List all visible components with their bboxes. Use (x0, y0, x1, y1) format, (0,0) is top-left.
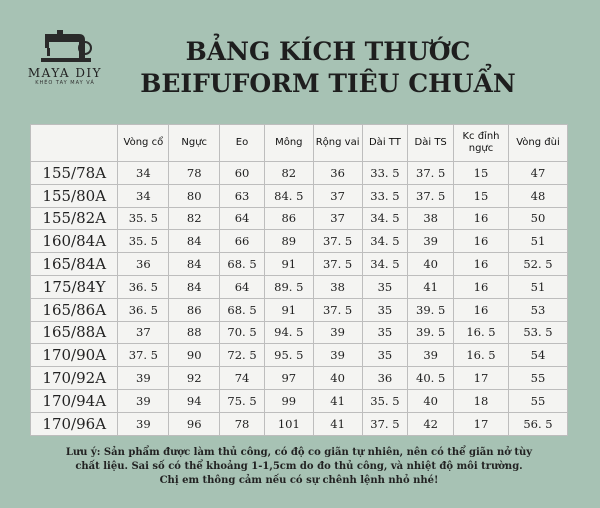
measure-cell: 94 (169, 389, 220, 412)
measure-cell: 47 (508, 162, 567, 185)
measure-cell: 40 (313, 367, 362, 390)
table-row (31, 389, 568, 412)
measure-cell: 34. 5 (362, 253, 408, 276)
measure-cell: 78 (169, 162, 220, 185)
measure-cell: 101 (264, 412, 313, 435)
measure-cell: 39 (118, 412, 169, 435)
measure-cell: 40. 5 (408, 367, 454, 390)
table-row (31, 184, 568, 207)
measure-cell: 35 (362, 344, 408, 367)
header-size (31, 125, 118, 162)
measure-cell: 72. 5 (220, 344, 265, 367)
measure-cell: 35. 5 (118, 230, 169, 253)
measure-cell: 33. 5 (362, 162, 408, 185)
measure-cell: 15 (454, 184, 509, 207)
measure-cell: 52. 5 (508, 253, 567, 276)
measure-cell: 35. 5 (118, 207, 169, 230)
measure-cell: 38 (313, 275, 362, 298)
column-header: Kc đỉnh ngực (454, 125, 509, 162)
footnote (30, 446, 568, 488)
size-cell: 165/88A (31, 321, 118, 344)
table-row (31, 207, 568, 230)
measure-cell: 16 (454, 253, 509, 276)
table-row (31, 412, 568, 435)
brand-tagline: KHÉO TAY MAY VÁ (35, 80, 95, 86)
measure-cell: 96 (169, 412, 220, 435)
measure-cell: 94. 5 (264, 321, 313, 344)
measure-cell: 48 (508, 184, 567, 207)
measure-cell: 37 (313, 184, 362, 207)
table-row (31, 298, 568, 321)
measure-cell: 82 (169, 207, 220, 230)
measure-cell: 37. 5 (408, 184, 454, 207)
measure-cell: 17 (454, 367, 509, 390)
measure-cell: 16 (454, 298, 509, 321)
measure-cell: 89 (264, 230, 313, 253)
measure-cell: 36. 5 (118, 298, 169, 321)
measure-cell: 38 (408, 207, 454, 230)
measure-cell: 36 (118, 253, 169, 276)
measure-cell: 53. 5 (508, 321, 567, 344)
size-cell: 175/84Y (31, 275, 118, 298)
measure-cell: 39 (118, 367, 169, 390)
measure-cell: 37. 5 (362, 412, 408, 435)
measure-cell: 88 (169, 321, 220, 344)
brand-name: MAYA DIY (27, 66, 103, 80)
column-header: Vòng cổ (118, 125, 169, 162)
measure-cell: 35 (362, 321, 408, 344)
measure-cell: 35 (362, 298, 408, 321)
measure-cell: 16 (454, 275, 509, 298)
measure-cell: 33. 5 (362, 184, 408, 207)
measure-cell: 37. 5 (118, 344, 169, 367)
measure-cell: 50 (508, 207, 567, 230)
size-cell: 155/78A (31, 162, 118, 185)
size-cell: 155/82A (31, 207, 118, 230)
measure-cell: 60 (220, 162, 265, 185)
footnote-line-3: Chị em thông cảm nếu có sự chênh lệnh nhỏ nhé! (159, 475, 439, 486)
measure-cell: 70. 5 (220, 321, 265, 344)
measure-cell: 34 (118, 184, 169, 207)
table-row (31, 162, 568, 185)
measure-cell: 37 (313, 207, 362, 230)
size-cell: 155/80A (31, 184, 118, 207)
measure-cell: 84. 5 (264, 184, 313, 207)
measure-cell: 16 (454, 230, 509, 253)
column-header: Dài TS (408, 125, 454, 162)
measure-cell: 18 (454, 389, 509, 412)
measure-cell: 41 (313, 389, 362, 412)
measure-cell: 16. 5 (454, 344, 509, 367)
measure-cell: 36. 5 (118, 275, 169, 298)
size-cell: 165/86A (31, 298, 118, 321)
table-row (31, 253, 568, 276)
measure-cell: 37. 5 (408, 162, 454, 185)
measure-cell: 75. 5 (220, 389, 265, 412)
table-row (31, 367, 568, 390)
title-line-2: BEIFUFORM TIÊU CHUẨN (140, 69, 516, 98)
size-cell: 165/84A (31, 253, 118, 276)
measure-cell: 37 (118, 321, 169, 344)
measure-cell: 90 (169, 344, 220, 367)
column-header: Eo (220, 125, 265, 162)
measure-cell: 40 (408, 253, 454, 276)
column-header: Ngực (169, 125, 220, 162)
measure-cell: 34. 5 (362, 230, 408, 253)
measure-cell: 35 (362, 275, 408, 298)
measure-cell: 16. 5 (454, 321, 509, 344)
table-row (31, 275, 568, 298)
table-row (31, 344, 568, 367)
sewing-machine-icon (35, 28, 95, 64)
table-row (31, 321, 568, 344)
measure-cell: 86 (264, 207, 313, 230)
measure-cell: 64 (220, 207, 265, 230)
measure-cell: 34 (118, 162, 169, 185)
measure-cell: 84 (169, 230, 220, 253)
measure-cell: 89. 5 (264, 275, 313, 298)
measure-cell: 39. 5 (408, 321, 454, 344)
column-header: Dài TT (362, 125, 408, 162)
measure-cell: 97 (264, 367, 313, 390)
measure-cell: 35. 5 (362, 389, 408, 412)
measure-cell: 86 (169, 298, 220, 321)
size-cell: 170/92A (31, 367, 118, 390)
measure-cell: 39. 5 (408, 298, 454, 321)
column-header: Vòng đùi (508, 125, 567, 162)
page-title (128, 36, 528, 100)
measure-cell: 91 (264, 253, 313, 276)
measure-cell: 41 (408, 275, 454, 298)
title-line-1: BẢNG KÍCH THƯỚC (185, 37, 471, 66)
measure-cell: 34. 5 (362, 207, 408, 230)
measure-cell: 16 (454, 207, 509, 230)
measure-cell: 53 (508, 298, 567, 321)
measure-cell: 54 (508, 344, 567, 367)
measure-cell: 80 (169, 184, 220, 207)
measure-cell: 74 (220, 367, 265, 390)
measure-cell: 99 (264, 389, 313, 412)
measure-cell: 91 (264, 298, 313, 321)
logo (10, 28, 120, 86)
measure-cell: 66 (220, 230, 265, 253)
measure-cell: 56. 5 (508, 412, 567, 435)
measure-cell: 36 (313, 162, 362, 185)
measure-cell: 15 (454, 162, 509, 185)
measure-cell: 78 (220, 412, 265, 435)
measure-cell: 84 (169, 275, 220, 298)
measure-cell: 55 (508, 389, 567, 412)
size-cell: 170/94A (31, 389, 118, 412)
measure-cell: 68. 5 (220, 253, 265, 276)
measure-cell: 39 (313, 321, 362, 344)
measure-cell: 37. 5 (313, 230, 362, 253)
measure-cell: 37. 5 (313, 253, 362, 276)
measure-cell: 51 (508, 275, 567, 298)
measure-cell: 39 (408, 344, 454, 367)
measure-cell: 39 (118, 389, 169, 412)
measure-cell: 42 (408, 412, 454, 435)
size-table (30, 124, 568, 436)
measure-cell: 64 (220, 275, 265, 298)
size-cell: 170/96A (31, 412, 118, 435)
table-row (31, 230, 568, 253)
measure-cell: 82 (264, 162, 313, 185)
measure-cell: 39 (408, 230, 454, 253)
measure-cell: 63 (220, 184, 265, 207)
measure-cell: 95. 5 (264, 344, 313, 367)
measure-cell: 84 (169, 253, 220, 276)
size-cell: 170/90A (31, 344, 118, 367)
measure-cell: 92 (169, 367, 220, 390)
measure-cell: 41 (313, 412, 362, 435)
table-header-row (31, 125, 568, 162)
measure-cell: 51 (508, 230, 567, 253)
measure-cell: 17 (454, 412, 509, 435)
column-header: Rộng vai (313, 125, 362, 162)
measure-cell: 36 (362, 367, 408, 390)
column-header: Mông (264, 125, 313, 162)
size-cell: 160/84A (31, 230, 118, 253)
measure-cell: 39 (313, 344, 362, 367)
footnote-line-2: chất liệu. Sai số có thể khoảng 1-1,5cm do đo thủ công, và nhiệt độ môi trường. (75, 461, 523, 472)
measure-cell: 40 (408, 389, 454, 412)
measure-cell: 68. 5 (220, 298, 265, 321)
measure-cell: 55 (508, 367, 567, 390)
footnote-line-1: Lưu ý: Sản phẩm được làm thủ công, có độ co giãn tự nhiên, nên có thể giãn nở tùy (65, 447, 533, 458)
measure-cell: 37. 5 (313, 298, 362, 321)
